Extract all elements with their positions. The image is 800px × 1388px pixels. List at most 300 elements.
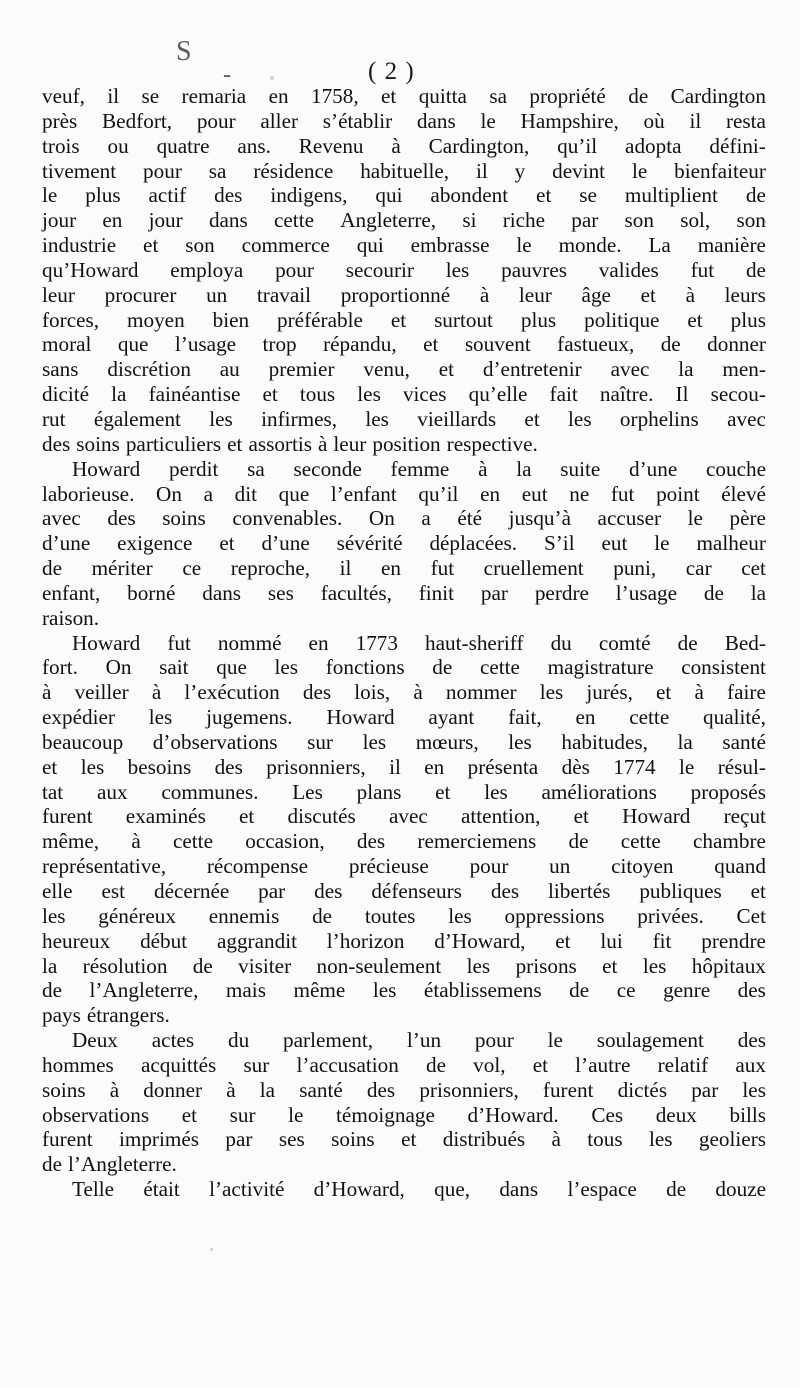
- text-word: bienfaiteur: [674, 158, 766, 183]
- text-word: résidence: [253, 158, 334, 183]
- text-word: prisonniers,: [419, 1077, 519, 1102]
- text-word: résul-: [717, 754, 766, 779]
- text-word: dans: [202, 580, 242, 605]
- text-word: jour: [148, 208, 183, 233]
- text-word: plus: [520, 307, 557, 332]
- text-word: cette: [274, 208, 314, 233]
- text-word: les: [362, 729, 387, 754]
- text-word: que: [117, 332, 149, 357]
- text-word: beaucoup: [42, 729, 124, 754]
- text-word: sait: [159, 655, 189, 680]
- text-word: a: [203, 481, 213, 506]
- text-word: qui: [375, 183, 403, 208]
- text-line: [42, 308, 766, 333]
- text-word: puni,: [613, 556, 657, 581]
- text-word: et: [423, 332, 439, 357]
- text-word: et: [401, 1127, 417, 1152]
- text-word: S’il: [543, 531, 575, 556]
- text-word: cette: [172, 829, 213, 854]
- text-word: aux: [735, 1052, 766, 1077]
- text-word: ou: [107, 133, 129, 158]
- text-word: au: [219, 357, 240, 382]
- text-word: l’Angleterre,: [89, 978, 199, 1003]
- text-word: perdre: [534, 580, 589, 605]
- text-line: [42, 1028, 766, 1053]
- text-word: l’accusation: [296, 1052, 399, 1077]
- text-word: de: [568, 829, 589, 854]
- text-word: leur: [42, 282, 75, 307]
- text-word: et: [536, 183, 552, 208]
- text-word: rut: [42, 406, 66, 431]
- text-word: consistent: [681, 655, 766, 680]
- text-word: soulagement: [596, 1028, 704, 1053]
- text-word: faire: [727, 680, 766, 705]
- text-word: le: [679, 754, 695, 779]
- text-word: ses: [278, 1127, 305, 1152]
- text-word: l’usage: [615, 580, 677, 605]
- text-word: dit: [234, 481, 257, 506]
- text-word: et: [438, 357, 455, 382]
- text-word: occasion,: [245, 829, 325, 854]
- text-word: et: [239, 804, 255, 829]
- text-word: moral: [42, 332, 92, 357]
- text-word: et: [532, 1052, 548, 1077]
- text-word: du: [550, 630, 572, 655]
- text-word: bien: [212, 307, 250, 332]
- text-word: soins: [76, 431, 120, 456]
- text-word: propriété: [529, 84, 606, 108]
- text-word: monde.: [558, 233, 622, 258]
- text-line: [42, 506, 766, 531]
- text-word: de: [666, 1177, 687, 1202]
- text-word: prendre: [701, 928, 766, 953]
- text-word: observations: [42, 1102, 150, 1127]
- text-word: début: [140, 928, 188, 953]
- text-line: [42, 482, 766, 507]
- text-word: en: [308, 630, 329, 655]
- text-word: orphelins: [619, 406, 699, 431]
- text-word: dans: [416, 108, 456, 133]
- text-line: [42, 755, 766, 780]
- text-word: finit: [418, 580, 455, 605]
- text-word: publiques: [639, 879, 722, 903]
- text-word: les: [372, 978, 397, 1003]
- text-word: Deux: [72, 1028, 118, 1053]
- text-word: pauvres: [501, 257, 567, 282]
- text-word: de: [312, 903, 333, 928]
- text-word: procurer: [104, 282, 177, 307]
- text-word: ce: [182, 556, 202, 581]
- text-word: est: [101, 879, 126, 903]
- text-word: heureux: [42, 928, 111, 953]
- text-word: quitta: [418, 84, 467, 108]
- text-word: de: [660, 332, 681, 357]
- print-speck: [210, 1248, 213, 1251]
- text-line: [42, 879, 766, 904]
- text-word: devint: [552, 158, 606, 183]
- text-word: jusqu’à: [508, 506, 571, 531]
- text-word: à: [478, 456, 488, 481]
- text-word: imprimés: [118, 1127, 200, 1152]
- text-word: jour: [42, 208, 77, 233]
- text-word: cruellement: [483, 556, 584, 581]
- text-word: remerciemens: [417, 829, 537, 854]
- text-word: sa: [208, 158, 227, 183]
- text-word: d’observations: [152, 729, 278, 754]
- text-word: trois: [42, 133, 80, 158]
- text-word: donner: [707, 332, 766, 357]
- text-word: à: [391, 133, 401, 158]
- text-word: et: [435, 779, 451, 804]
- text-word: discrétion: [107, 357, 191, 382]
- text-word: prisons: [515, 953, 577, 978]
- text-line: [42, 233, 766, 258]
- text-word: l’autre: [575, 1052, 631, 1077]
- text-word: plus: [730, 307, 766, 332]
- text-word: quand: [714, 854, 766, 879]
- text-word: sévérité: [336, 531, 403, 556]
- text-line: [42, 84, 766, 109]
- text-word: 1774: [613, 754, 656, 779]
- text-word: indigens,: [270, 183, 348, 208]
- text-word: men-: [722, 357, 766, 382]
- text-word: à: [226, 1077, 236, 1102]
- text-word: de: [42, 978, 62, 1003]
- text-word: soins: [42, 1077, 86, 1102]
- text-word: santé: [722, 729, 766, 754]
- text-line: [42, 109, 766, 134]
- text-word: Howard: [326, 705, 395, 730]
- text-word: en: [268, 84, 289, 108]
- text-word: 1773: [355, 630, 398, 655]
- text-word: de: [569, 978, 590, 1003]
- text-word: leurs: [724, 282, 766, 307]
- text-word: Les: [292, 779, 323, 804]
- text-line: [42, 680, 766, 705]
- text-word: non-seulement: [316, 953, 442, 978]
- text-word: en: [575, 705, 596, 730]
- text-word: et: [687, 307, 703, 332]
- text-word: Bedfort,: [102, 108, 173, 133]
- text-word: pour: [275, 257, 314, 282]
- text-word: Telle: [72, 1177, 115, 1202]
- text-word: ayant: [428, 705, 475, 730]
- text-word: des: [214, 183, 243, 208]
- text-word: Il: [675, 382, 689, 407]
- text-word: le: [547, 1028, 563, 1053]
- text-word: furent: [542, 1077, 594, 1102]
- text-word: valides: [598, 257, 659, 282]
- text-word: abondent: [430, 183, 509, 208]
- text-word: cette: [620, 829, 661, 854]
- text-line: [42, 1003, 766, 1028]
- text-word: par: [258, 879, 286, 903]
- text-word: raison.: [42, 605, 100, 630]
- text-word: à: [42, 680, 52, 705]
- text-word: le: [631, 158, 648, 183]
- text-word: tat: [42, 779, 64, 804]
- text-word: où: [643, 108, 665, 133]
- text-word: premier: [268, 357, 335, 382]
- text-word: tivement: [42, 158, 117, 183]
- text-word: l’un: [406, 1028, 442, 1053]
- text-word: ce: [616, 978, 636, 1003]
- text-word: pour: [474, 1028, 514, 1053]
- text-word: de: [745, 257, 766, 282]
- text-word: était: [143, 1177, 180, 1202]
- text-word: proposés: [690, 779, 766, 804]
- text-word: reçut: [723, 804, 766, 829]
- text-word: il: [475, 158, 488, 183]
- text-word: ans.: [237, 133, 271, 158]
- text-line: [42, 581, 766, 606]
- text-word: convenables.: [232, 506, 343, 531]
- text-line: [42, 929, 766, 954]
- text-line: [42, 705, 766, 730]
- text-word: les: [742, 1077, 766, 1102]
- text-word: la: [750, 580, 766, 605]
- text-word: On: [156, 481, 182, 506]
- text-word: à: [685, 282, 695, 307]
- text-word: des: [107, 506, 136, 531]
- text-word: avec: [610, 357, 650, 382]
- text-word: et: [750, 879, 766, 903]
- text-word: par: [480, 580, 508, 605]
- text-word: vol,: [473, 1052, 506, 1077]
- text-word: père: [729, 506, 766, 531]
- text-word: assortis: [248, 431, 312, 456]
- text-word: avec: [727, 406, 766, 431]
- text-word: fastueux,: [557, 332, 635, 357]
- text-line: [42, 258, 766, 283]
- text-line: [42, 1177, 766, 1202]
- text-word: habituelle,: [360, 158, 450, 183]
- text-line: [42, 780, 766, 805]
- text-line: [42, 531, 766, 556]
- text-word: des: [366, 1077, 396, 1102]
- text-word: de: [426, 1052, 447, 1077]
- text-line: [42, 954, 766, 979]
- text-word: et: [524, 406, 540, 431]
- text-word: furent: [42, 1127, 93, 1152]
- text-word: adopta: [625, 133, 682, 158]
- text-line: [42, 208, 766, 233]
- text-word: même,: [42, 829, 100, 854]
- text-word: les: [466, 953, 491, 978]
- text-line: [42, 407, 766, 432]
- text-word: se: [141, 84, 160, 108]
- text-word: le: [516, 233, 532, 258]
- text-word: communes.: [161, 779, 259, 804]
- text-word: son: [624, 208, 654, 233]
- text-word: des: [302, 680, 332, 705]
- page-number: ( 2 ): [368, 58, 415, 85]
- text-word: des: [42, 431, 71, 456]
- text-word: des: [490, 879, 520, 903]
- text-word: ses: [267, 580, 294, 605]
- text-word: la: [516, 456, 532, 481]
- text-line: [42, 432, 766, 457]
- text-word: mœurs,: [415, 729, 479, 754]
- text-word: sur: [243, 1052, 270, 1077]
- print-speck: [660, 697, 664, 701]
- text-word: l’enfant: [330, 481, 397, 506]
- text-word: actif: [148, 183, 187, 208]
- text-word: femme: [390, 456, 450, 481]
- text-word: d’une: [261, 531, 310, 556]
- text-word: employa: [170, 257, 244, 282]
- text-word: exigence: [117, 531, 193, 556]
- text-word: et: [262, 382, 278, 407]
- text-word: à: [413, 680, 423, 705]
- text-word: acquittés: [140, 1052, 217, 1077]
- text-word: de: [628, 84, 649, 108]
- text-word: et: [227, 431, 243, 456]
- text-word: attention,: [461, 804, 541, 829]
- text-word: la: [259, 1077, 276, 1102]
- text-word: des: [314, 879, 343, 903]
- text-line: [42, 134, 766, 159]
- text-word: ne: [569, 481, 590, 506]
- text-word: et: [181, 1102, 198, 1127]
- text-line: [42, 183, 766, 208]
- text-word: les: [484, 779, 508, 804]
- text-word: à: [551, 1127, 561, 1152]
- text-word: l’horizon: [326, 928, 405, 953]
- text-word: du: [227, 1028, 250, 1053]
- text-word: borné: [127, 580, 176, 605]
- top-left-dash: -: [223, 62, 231, 88]
- text-word: fut: [690, 257, 715, 282]
- text-word: des: [737, 978, 766, 1003]
- text-word: La: [648, 233, 671, 258]
- text-word: et: [573, 804, 589, 829]
- text-word: fait,: [508, 705, 542, 730]
- text-word: leur: [333, 431, 367, 456]
- text-word: les: [539, 680, 564, 705]
- text-word: le: [288, 1102, 304, 1127]
- text-word: sa: [489, 84, 507, 108]
- text-line: [42, 1078, 766, 1103]
- text-word: il: [339, 556, 352, 581]
- text-word: aux: [96, 779, 128, 804]
- text-word: vices: [402, 382, 447, 407]
- text-word: avec: [388, 804, 428, 829]
- text-word: pour: [469, 854, 509, 879]
- text-word: en: [480, 481, 501, 506]
- text-word: il: [689, 108, 702, 133]
- text-word: jugemens.: [206, 705, 293, 730]
- text-line: [42, 606, 766, 631]
- text-word: les: [209, 406, 233, 431]
- text-word: l’usage: [174, 332, 237, 357]
- text-word: qu’elle: [468, 382, 528, 407]
- text-word: qu’il: [557, 133, 598, 158]
- text-word: point: [656, 481, 700, 506]
- text-word: fut: [610, 481, 635, 506]
- text-word: comté: [598, 630, 651, 655]
- text-word: deux: [655, 1102, 697, 1127]
- text-word: ennemis: [208, 903, 280, 928]
- text-word: y: [514, 158, 526, 183]
- text-word: les: [148, 705, 173, 730]
- text-word: en: [424, 754, 445, 779]
- text-word: de: [677, 630, 698, 655]
- text-word: On: [105, 655, 132, 680]
- text-word: genre: [663, 978, 711, 1003]
- text-word: magistrature: [547, 655, 654, 680]
- text-word: et: [42, 754, 58, 779]
- text-word: couche: [706, 456, 766, 481]
- text-word: surtout: [434, 307, 493, 332]
- text-word: dans: [208, 208, 248, 233]
- text-word: la: [677, 729, 693, 754]
- text-word: Howard: [72, 630, 141, 655]
- text-word: d’une: [42, 531, 91, 556]
- text-word: fit: [652, 928, 672, 953]
- text-word: sa: [247, 456, 265, 481]
- text-word: en: [381, 556, 401, 581]
- text-word: les: [274, 655, 299, 680]
- text-word: les: [80, 754, 105, 779]
- text-line: [42, 357, 766, 382]
- text-word: que,: [434, 1177, 471, 1202]
- text-word: des: [737, 1028, 766, 1053]
- text-word: Hampshire,: [520, 108, 619, 133]
- text-word: il: [389, 754, 401, 779]
- text-word: cet: [741, 556, 766, 581]
- text-word: bills: [729, 1102, 766, 1127]
- text-word: les: [448, 903, 472, 928]
- text-word: cette: [629, 705, 670, 730]
- text-word: des: [214, 754, 243, 779]
- text-word: établissemens: [423, 978, 542, 1003]
- text-word: expédier: [42, 705, 115, 730]
- text-word: politique: [584, 307, 660, 332]
- text-line: [42, 978, 766, 1003]
- text-word: récompense: [206, 854, 309, 879]
- text-word: même: [293, 978, 346, 1003]
- text-word: riche: [502, 208, 546, 233]
- text-line: [42, 804, 766, 829]
- text-word: le: [687, 506, 703, 531]
- text-word: qu’Howard: [42, 257, 139, 282]
- text-word: citoyen: [611, 854, 674, 879]
- text-line: [42, 655, 766, 680]
- text-word: que: [278, 481, 310, 506]
- text-word: Howard: [72, 456, 141, 481]
- text-word: malheur: [696, 531, 766, 556]
- text-word: furent: [42, 804, 93, 829]
- text-word: la: [42, 953, 58, 978]
- text-word: hommes: [42, 1052, 114, 1077]
- text-line: [42, 904, 766, 929]
- text-word: industrie: [42, 233, 117, 258]
- text-word: vieillards: [417, 406, 497, 431]
- text-word: naître.: [599, 382, 654, 407]
- text-word: enfant,: [42, 580, 101, 605]
- text-word: eut: [601, 531, 628, 556]
- text-word: d’Howard.: [467, 1102, 559, 1127]
- text-word: facultés,: [320, 580, 392, 605]
- text-word: par: [571, 208, 599, 233]
- text-word: seconde: [293, 456, 362, 481]
- text-word: le: [654, 531, 670, 556]
- text-word: de: [42, 556, 62, 581]
- text-word: proportionné: [340, 282, 451, 307]
- text-word: mériter: [91, 556, 153, 581]
- text-word: suite: [560, 456, 601, 481]
